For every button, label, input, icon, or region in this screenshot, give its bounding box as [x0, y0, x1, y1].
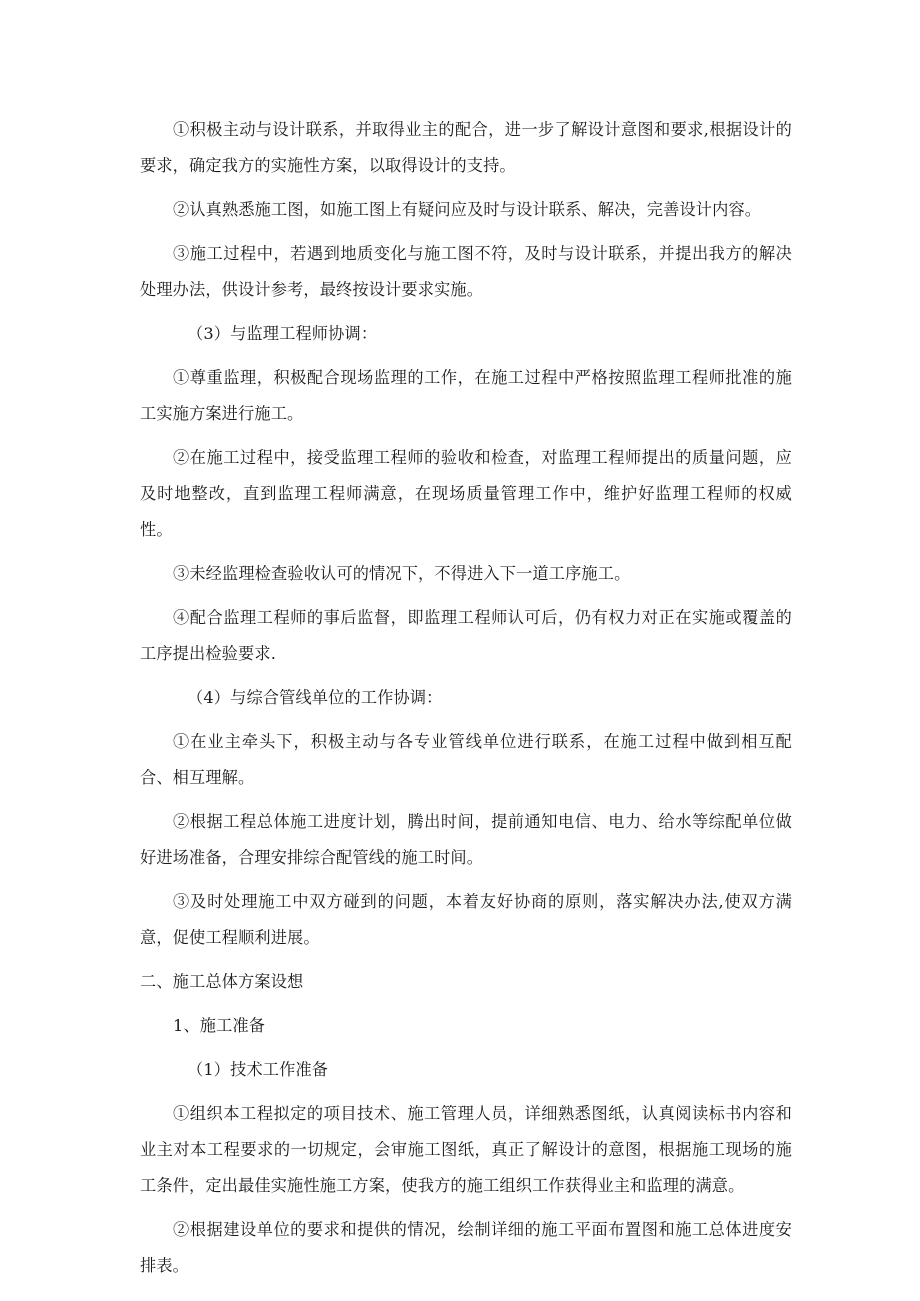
paragraph-pipelines-3: ③及时处理施工中双方碰到的问题，本着友好协商的原则，落实解决办法,使双方满意，促使工程顺利进展。 — [140, 892, 792, 947]
paragraph-technical-2: ②根据建设单位的要求和提供的情况，绘制详细的施工平面布置图和施工总体进度安排表。 — [140, 1220, 792, 1275]
paragraph-design-2: ②认真熟悉施工图，如施工图上有疑问应及时与设计联系、解决，完善设计内容。 — [173, 200, 762, 219]
paragraph-design-3: ③施工过程中，若遇到地质变化与施工图不符，及时与设计联系，并提出我方的解决处理办法，供设计参考，最终按设计要求实施。 — [140, 244, 792, 299]
paragraph-pipelines-1: ①在业主牵头下，积极主动与各专业管线单位进行联系，在施工过程中做到相互配合、相互理解。 — [140, 732, 792, 787]
paragraph-supervisor-3: ③未经监理检查验收认可的情况下，不得进入下一道工序施工。 — [173, 564, 631, 583]
subsection-heading: 1、施工准备 — [173, 1016, 266, 1035]
subheading-supervisor: （3）与监理工程师协调： — [187, 324, 378, 343]
document-body — [140, 112, 792, 1292]
paragraph-pipelines-2: ②根据工程总体施工进度计划，腾出时间，提前通知电信、电力、给水等综配单位做好进场准备，合理安排综合配管线的施工时间。 — [140, 812, 792, 867]
section-heading: 二、施工总体方案设想 — [140, 972, 304, 991]
paragraph-design-1: ①积极主动与设计联系，并取得业主的配合，进一步了解设计意图和要求,根据设计的要求，确定我方的实施性方案，以取得设计的支持。 — [140, 120, 792, 175]
paragraph-supervisor-2: ②在施工过程中，接受监理工程师的验收和检查，对监理工程师提出的质量问题，应及时地整改，直到监理工程师满意，在现场质量管理工作中，维护好监理工程师的权威性。 — [140, 448, 792, 539]
paragraph-technical-1: ①组织本工程拟定的项目技术、施工管理人员，详细熟悉图纸，认真阅读标书内容和业主对本工程要求的一切规定，会审施工图纸，真正了解设计的意图，根据施工现场的施工条件，定出最佳实施性施工方案，使我方的施工组织工作获得业主和监理的满意。 — [140, 1104, 792, 1195]
paragraph-supervisor-4: ④配合监理工程师的事后监督，即监理工程师认可后，仍有权力对正在实施或覆盖的工序提出检验要求. — [140, 608, 792, 663]
paragraph-supervisor-1: ①尊重监理，积极配合现场监理的工作，在施工过程中严格按照监理工程师批准的施工实施方案进行施工。 — [140, 368, 792, 423]
subheading-pipelines: （4）与综合管线单位的工作协调： — [187, 688, 443, 707]
subheading-technical: （1）技术工作准备 — [187, 1060, 329, 1079]
